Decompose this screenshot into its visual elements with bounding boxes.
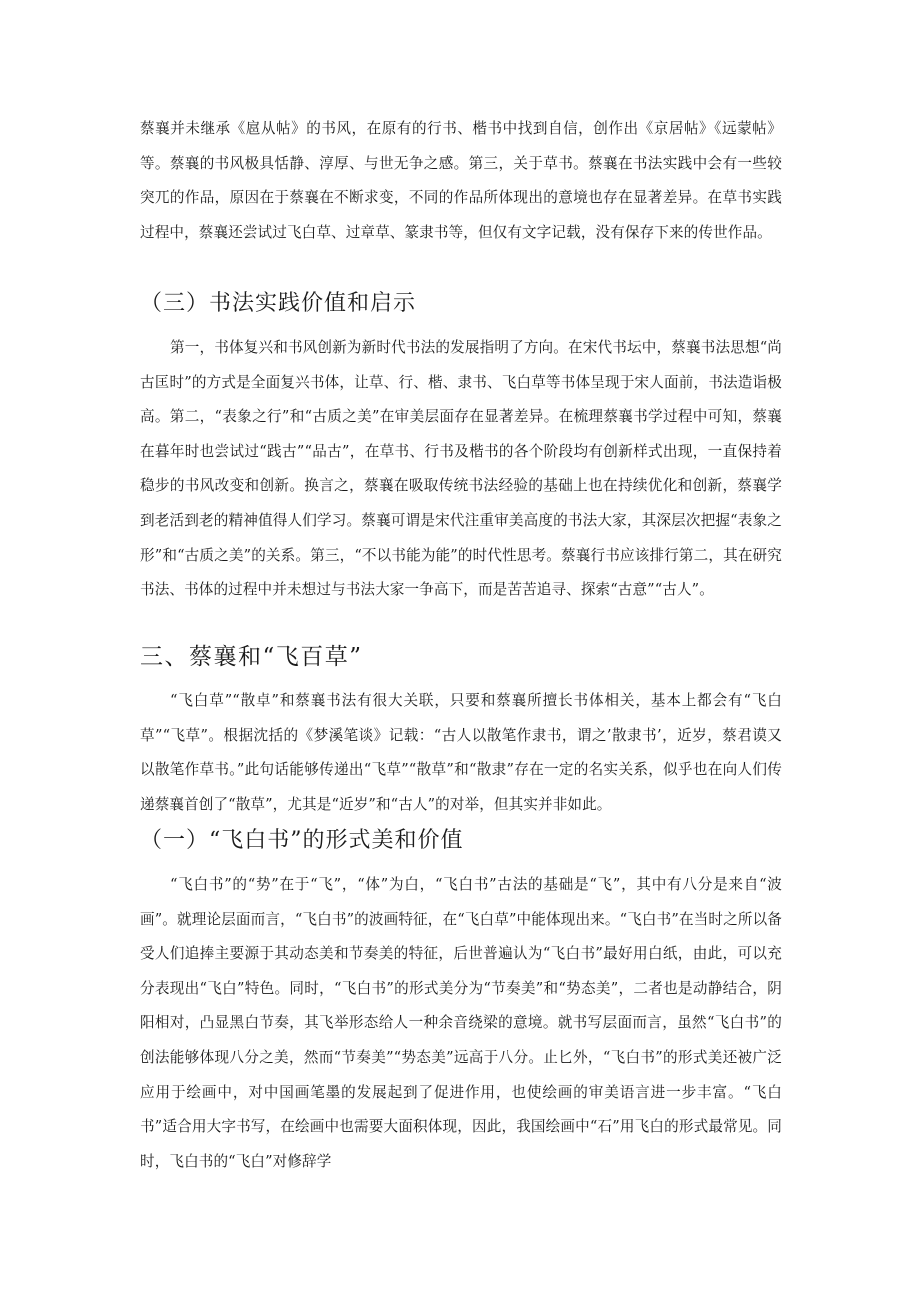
subheading-practice-value: （三）书法实践价值和启示 (140, 291, 417, 316)
paragraph-cursive-practice: 蔡襄并未继承《扈从帖》的书风，在原有的行书、楷书中找到自信，创作出《京居帖》《远蒙帖》等。蔡襄的书风极具恬静、淳厚、与世无争之感。第三，关于草书。蔡襄在书法实践中会有一些较突兀的作品，原因在于蔡襄在不断求变，不同的作品所体现出的意境也存在显著差异。在草书实践过程中，蔡襄还尝试过飞白草、过章草、篆隶书等，但仅有文字记载，没有保存下来的传世作品。 (140, 120, 782, 241)
subheading-feibai-form: （一）“飞白书”的形式美和价值 (140, 828, 464, 853)
paragraph-feibai-form: “飞白书”的“势”在于“飞”，“体”为白，“飞白书”古法的基础是“飞”，其中有八分是来自“波画”。就理论层面而言，“飞白书”的波画特征，在“飞白草”中能体现出来。“飞白书”在当时之所以备受人们追捧主要源于其动态美和节奏美的特征，后世普遍认为“飞白书”最好用白纸，由此，可以充分表现出“飞白”特色。同时，“飞白书”的形式美分为“节奏美”和“势态美”，二者也是动静结合，阴阳相对，凸显黑白节奏，其飞举形态给人一种余音绕梁的意境。就书写层面而言，虽然“飞白书”的创法能够体现八分之美，然而“节奏美”“势态美”远高于八分。止匕外，“飞白书”的形式美还被广泛应用于绘画中，对中国画笔墨的发展起到了促进作用，也使绘画的审美语言进一步丰富。“飞白书”适合用大字书写，在绘画中也需要大面积体现，因此，我国绘画中“石”用飞白的形式最常见。同时，飞白书的“飞白”对修辞学 (140, 876, 782, 1170)
paragraph-practice-value: 第一，书体复兴和书风创新为新时代书法的发展指明了方向。在宋代书坛中，蔡襄书法思想“尚古匡时”的方式是全面复兴书体，让草、行、楷、隶书、飞白草等书体呈现于宋人面前，书法造诣极高。第二，“表象之行”和“古质之美”在审美层面存在显著差异。在梳理蔡襄书学过程中可知，蔡襄在暮年时也尝试过“践古”“品古”，在草书、行书及楷书的各个阶段均有创新样式出现，一直保持着稳步的书风改变和创新。换言之，蔡襄在吸取传统书法经验的基础上也在持续优化和创新，蔡襄学到老活到老的精神值得人们学习。蔡襄可谓是宋代注重审美高度的书法大家，其深层次把握“表象之形”和“古质之美”的关系。第三，“不以书能为能”的时代性思考。蔡襄行书应该排行第二，其在研究书法、书体的过程中并未想过与书法大家一争高下，而是苦苦追寻、探索“古意”“古人”。 (140, 339, 782, 599)
section-heading-feibai-cao: 三、蔡襄和“飞百草” (140, 644, 363, 670)
paragraph-feibai-cao: “飞白草”“散卓”和蔡襄书法有很大关联，只要和蔡襄所擅长书体相关，基本上都会有“飞白草”“飞草”。根据沈括的《梦溪笔谈》记载：“古人以散笔作隶书，谓之’散隶书’，近岁，蔡君谟又以散笔作草书。”此句话能够传递出“飞草”“散草”和“散隶”存在一定的名实关系，似乎也在向人们传递蔡襄首创了“散草”，尤其是“近岁”和“古人”的对举，但其实并非如此。 (140, 692, 782, 813)
